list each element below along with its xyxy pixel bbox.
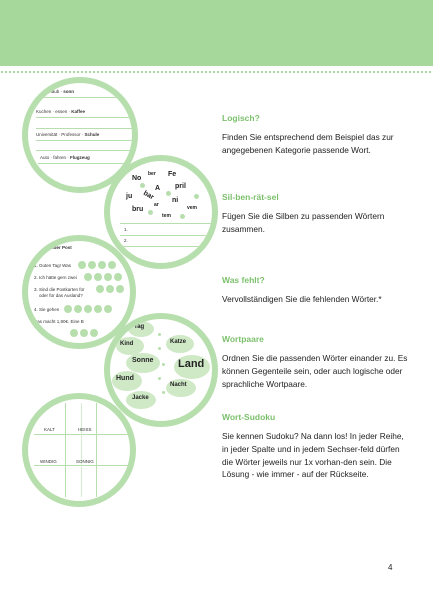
pair-word: Sonne bbox=[132, 357, 154, 364]
syllable: pril bbox=[175, 183, 186, 190]
section-title: Wortpaare bbox=[222, 334, 264, 344]
section-title: Wort-Sudoku bbox=[222, 412, 276, 422]
section-text: Finden Sie entsprechend dem Beispiel das zur angegebenen Kategorie passende Wort. bbox=[222, 132, 394, 155]
sudoku-cell: HEISS bbox=[78, 427, 92, 432]
thumbnail-wort-sudoku bbox=[22, 393, 136, 507]
pair-word: Hund bbox=[116, 375, 134, 382]
section-was-fehlt bbox=[222, 275, 412, 306]
header-band bbox=[0, 0, 433, 66]
syllable: Fe bbox=[168, 171, 177, 178]
sudoku-grid bbox=[34, 403, 128, 497]
pair-word: Land bbox=[178, 358, 205, 370]
pair-word: Kind bbox=[120, 341, 134, 347]
syllable: ber bbox=[148, 171, 156, 177]
section-title: Sil-ben-rät-sel bbox=[222, 192, 279, 202]
section-wortpaare bbox=[222, 334, 412, 390]
pair-word: Nacht bbox=[170, 382, 187, 388]
syllable: bru bbox=[132, 206, 144, 213]
thumbnail-was-fehlt: ...der Post 1. Guten Tag! Was 2. Ich hätte gern zwei 3. Sind die Postkarten für oder für das Ausland? 4. Sie gehen Das macht 1,90€. Eine B bbox=[22, 235, 136, 349]
section-title: Was fehlt? bbox=[222, 275, 265, 285]
section-wort-sudoku bbox=[222, 412, 412, 481]
syllable: ar bbox=[154, 202, 159, 208]
section-title: Logisch? bbox=[222, 113, 260, 123]
sudoku-cell: SONNIG bbox=[76, 459, 94, 464]
logisch-row-2: Kuchen · essen · Kaffee bbox=[36, 109, 86, 114]
logisch-row-3: Universität · Professor · Schule bbox=[36, 132, 100, 137]
thumbnail-silbenraetsel: No ber Fe A pril ju bar ni bru ar vem tem 1. 2. bbox=[104, 155, 218, 269]
section-text: Fügen Sie die Silben zu passenden Wörtern zusammen. bbox=[222, 211, 385, 234]
pair-word: Katze bbox=[170, 339, 187, 345]
section-text: Sie kennen Sudoku? Na dann los! In jeder Reihe, in jeder Spalte und in jedem Sechser-feld dürfen die Wörter jeweils nur 1x vorhan-den sein. Die Lösung - wie immer - auf der Rückseite. bbox=[222, 431, 404, 480]
section-text: Vervollständigen Sie die fehlenden Wörter.* bbox=[222, 294, 382, 304]
syllable: bar bbox=[141, 189, 155, 202]
section-silbenraetsel bbox=[222, 192, 412, 236]
logisch-row-1: Urlaub · sonn bbox=[46, 89, 75, 94]
pair-word: Jacke bbox=[132, 395, 149, 401]
section-logisch bbox=[222, 113, 412, 157]
logisch-row-4: Auto · fahren · Flugzeug bbox=[40, 155, 90, 160]
syllable: vem bbox=[187, 205, 198, 211]
syllable: ni bbox=[172, 197, 179, 204]
syllable: ju bbox=[126, 193, 133, 200]
section-text: Ordnen Sie die passenden Wörter einander zu. Es können Gegenteile sein, oder auch logische oder sprachliche Wortpaare. bbox=[222, 353, 408, 389]
dotted-divider bbox=[0, 70, 433, 74]
syllable: tem bbox=[162, 213, 171, 219]
sudoku-cell: KALT bbox=[44, 427, 55, 432]
pair-word: Tag bbox=[134, 324, 145, 330]
sudoku-cell: WINDIG bbox=[40, 459, 57, 464]
syllable: No bbox=[132, 175, 142, 182]
page-number: 4 bbox=[388, 563, 393, 572]
syllable: A bbox=[155, 185, 161, 192]
